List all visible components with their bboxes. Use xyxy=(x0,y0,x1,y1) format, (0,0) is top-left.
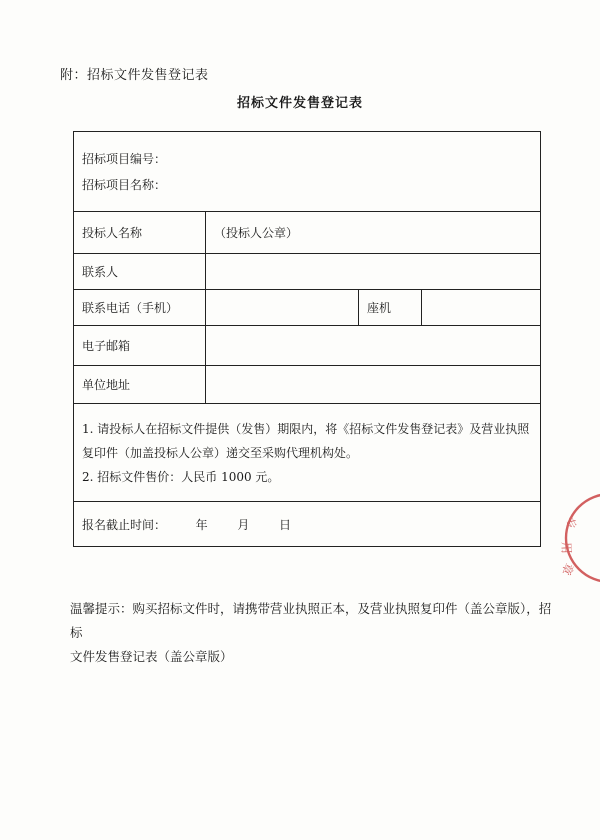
attachment-label: 附：招标文件发售登记表 xyxy=(60,68,209,83)
svg-text:专: 专 xyxy=(561,514,580,533)
tip-line-1: 温馨提示：购买招标文件时，请携带营业执照正本，及营业执照复印件（盖公章版），招标 xyxy=(70,601,552,640)
registration-table xyxy=(73,131,541,547)
address-label: 单位地址 xyxy=(74,366,206,404)
notes-cell xyxy=(74,404,541,502)
contact-person-label: 联系人 xyxy=(74,254,206,290)
notes-row xyxy=(74,404,541,502)
reminder-tip xyxy=(70,597,560,669)
contact-person-row xyxy=(74,254,541,290)
project-info-row xyxy=(74,132,541,212)
deadline-day: 日 xyxy=(279,517,292,532)
deadline-cell xyxy=(74,502,541,547)
note-line-1: 1. 请投标人在招标文件提供（发售）期限内，将《招标文件发售登记表》及营业执照 xyxy=(82,421,530,436)
bidder-name-row xyxy=(74,212,541,254)
svg-text:章: 章 xyxy=(558,560,577,578)
partial-seal-stamp xyxy=(548,490,600,586)
deadline-label: 报名截止时间： xyxy=(82,517,167,532)
form-title: 招标文件发售登记表 xyxy=(236,96,363,111)
project-number-label: 招标项目编号： xyxy=(82,151,167,166)
email-label: 电子邮箱 xyxy=(74,326,206,366)
svg-text:用: 用 xyxy=(559,541,574,555)
contact-person-field[interactable] xyxy=(206,254,541,290)
deadline-year: 年 xyxy=(195,517,208,532)
landline-label: 座机 xyxy=(359,290,422,326)
tip-line-2: 文件发售登记表（盖公章版） xyxy=(70,649,233,664)
email-field[interactable] xyxy=(206,326,541,366)
note-line-3: 2. 招标文件售价：人民币 1000 元。 xyxy=(82,469,280,484)
address-field[interactable] xyxy=(206,366,541,404)
address-row xyxy=(74,366,541,404)
deadline-row xyxy=(74,502,541,547)
bidder-name-field[interactable]: （投标人公章） xyxy=(206,212,541,254)
deadline-month: 月 xyxy=(237,517,250,532)
landline-field[interactable] xyxy=(422,290,541,326)
bidder-name-label: 投标人名称 xyxy=(74,212,206,254)
email-row xyxy=(74,326,541,366)
note-line-2: 复印件（加盖投标人公章）递交至采购代理机构处。 xyxy=(82,445,359,460)
mobile-phone-label: 联系电话（手机） xyxy=(74,290,206,326)
project-info-cell xyxy=(74,132,541,212)
phone-row xyxy=(74,290,541,326)
project-name-label: 招标项目名称： xyxy=(82,177,167,192)
mobile-phone-field[interactable] xyxy=(206,290,359,326)
